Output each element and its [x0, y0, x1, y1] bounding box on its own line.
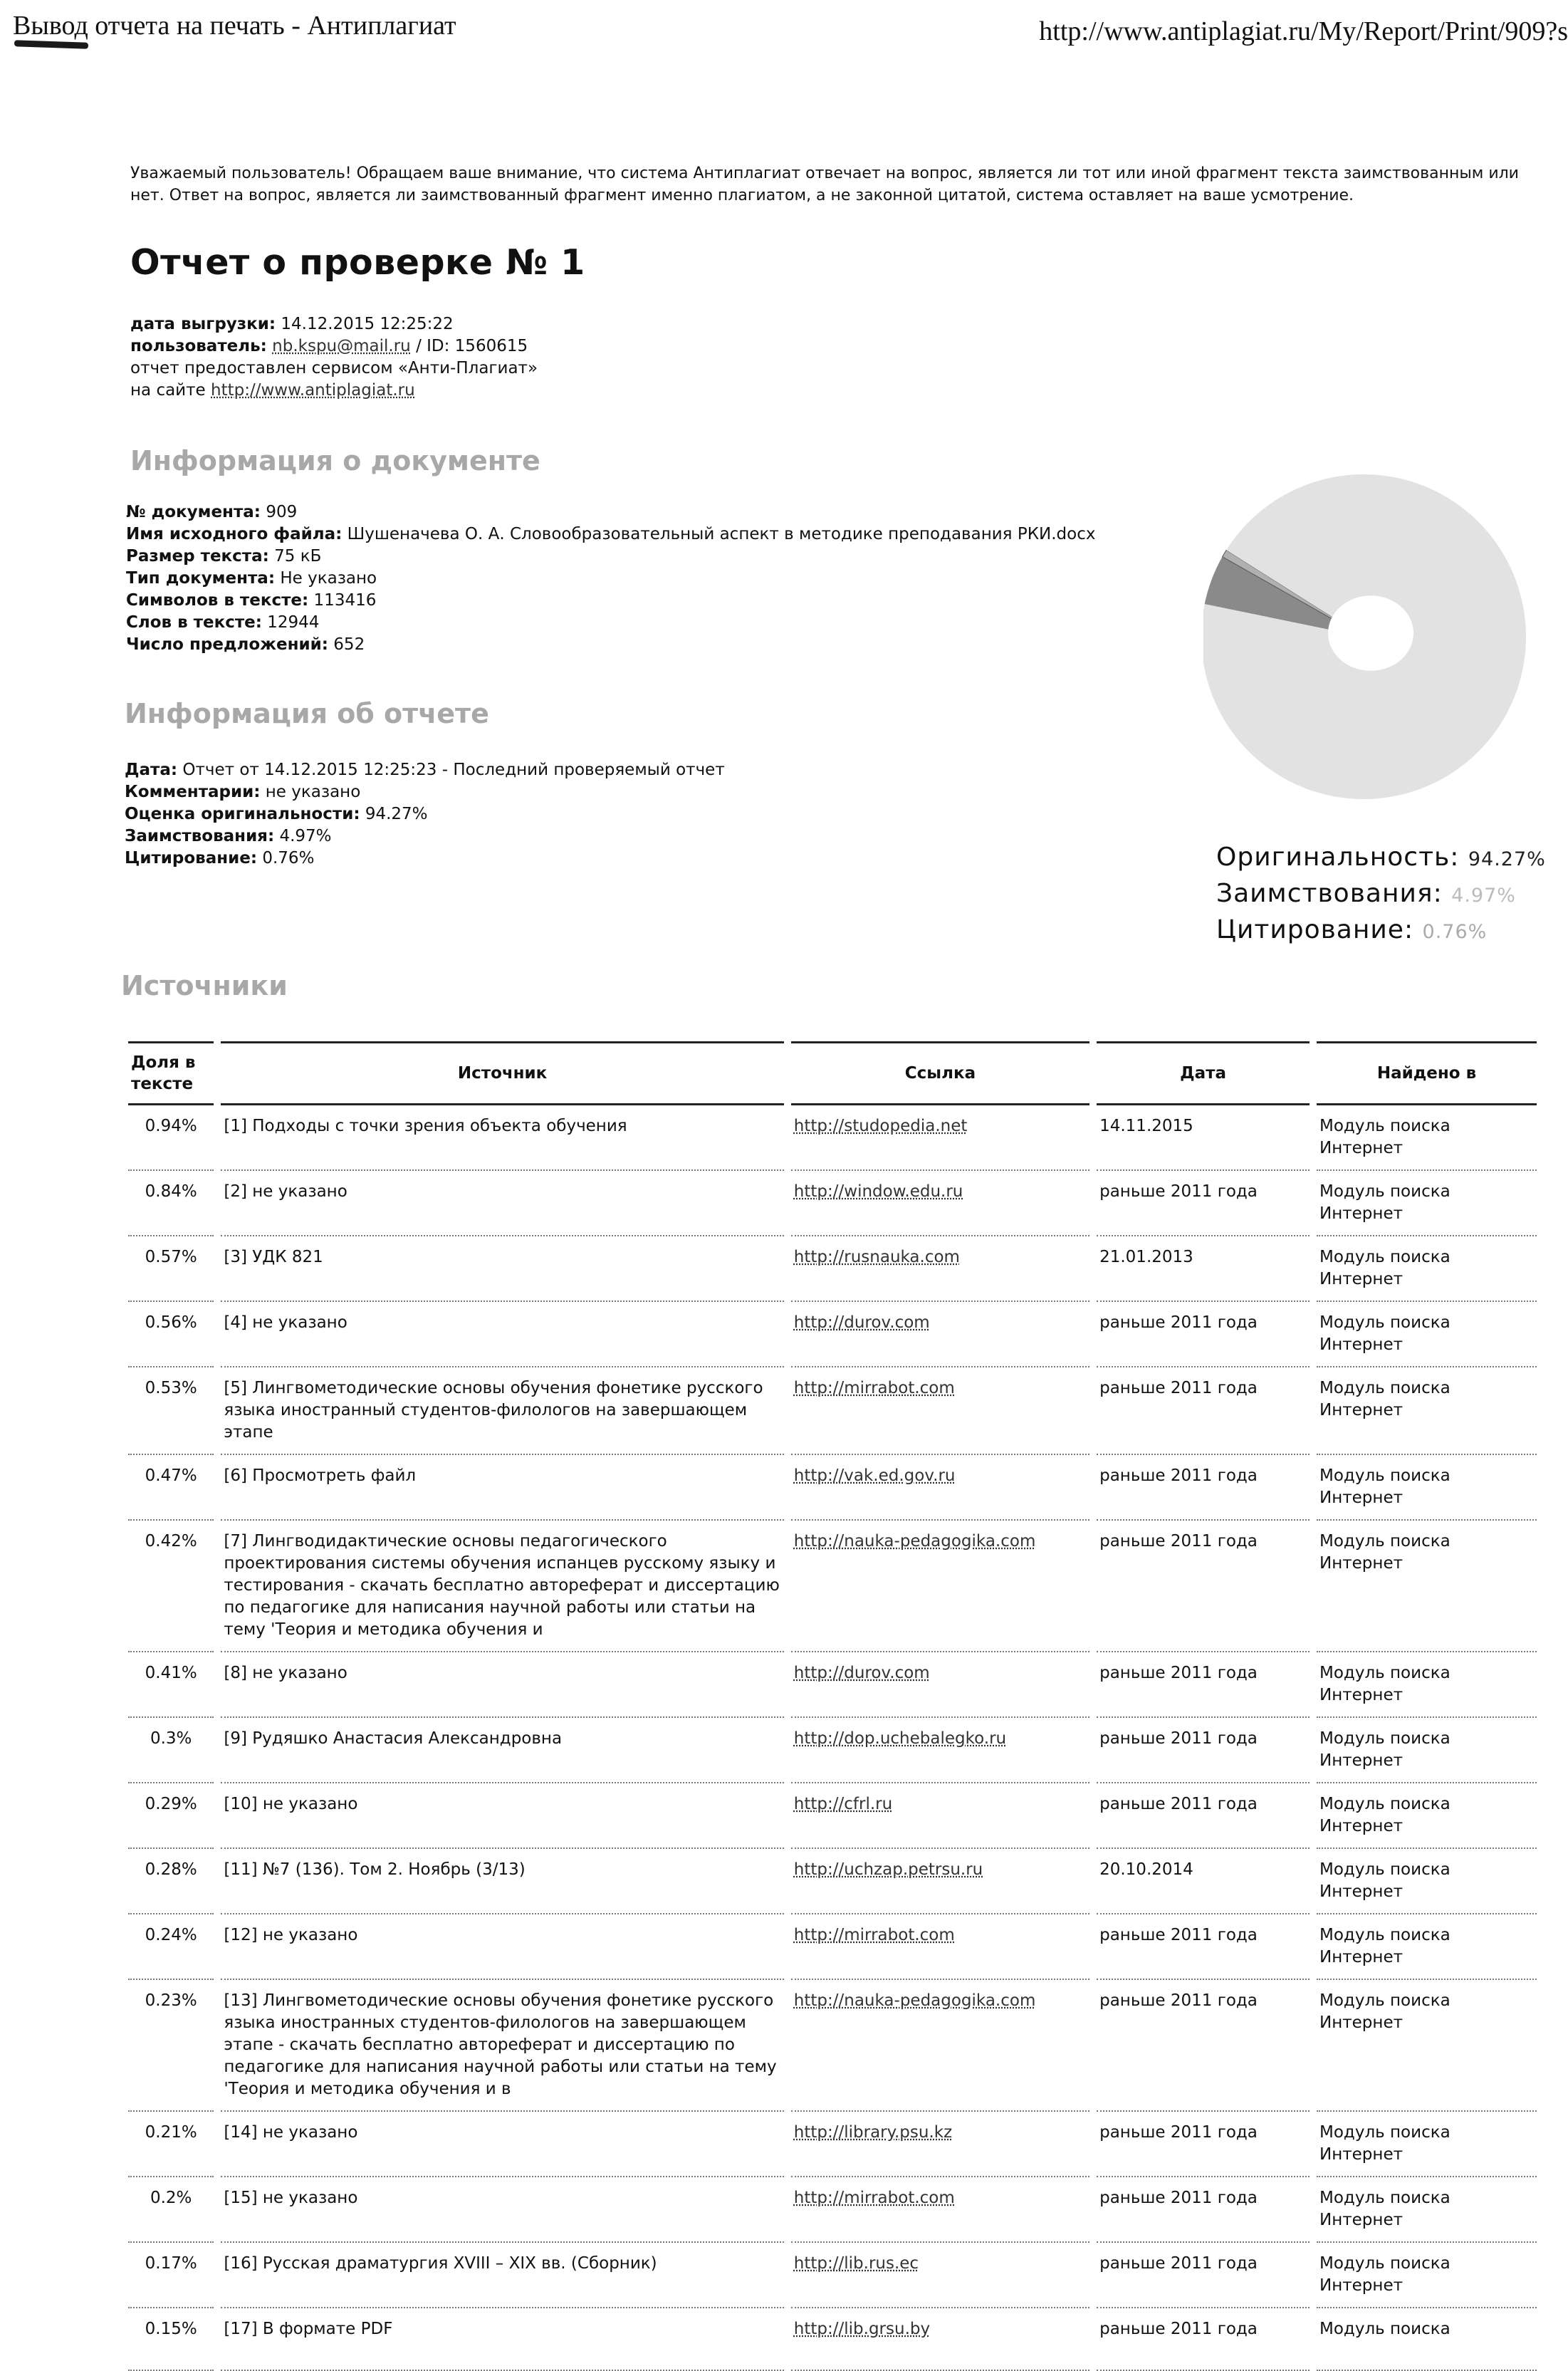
source-link[interactable]: http://studopedia.net [793, 1117, 968, 1135]
source-row [128, 1652, 1537, 1718]
source-row [128, 1455, 1537, 1521]
report-info-list [125, 759, 725, 870]
source-found-in-cell [1317, 1367, 1537, 1455]
user-row [130, 335, 538, 358]
source-share-cell [128, 1980, 214, 2112]
source-found-in: Модуль поиска Интернет [1319, 1729, 1451, 1770]
source-row [128, 1914, 1537, 1980]
source-link-cell [791, 1171, 1089, 1236]
source-title: [2] не указано [224, 1182, 347, 1201]
source-date: раньше 2011 года [1099, 1313, 1258, 1332]
source-link[interactable]: http://dop.uchebalegko.ru [793, 1729, 1007, 1748]
source-title: [15] не указано [224, 2189, 358, 2207]
document-info-row [126, 634, 1095, 656]
col-header-share: Доля в тексте [128, 1041, 214, 1105]
source-share-cell [128, 1521, 214, 1652]
source-share-cell [128, 1302, 214, 1367]
document-info-label: Имя исходного файла: [126, 525, 343, 543]
print-page-title: Вывод отчета на печать - Антиплагиат [13, 11, 456, 41]
source-found-in: Модуль поиска Интернет [1319, 1795, 1451, 1835]
source-link[interactable]: http://mirrabot.com [793, 1379, 955, 1397]
col-header-link: Ссылка [791, 1041, 1089, 1105]
source-link[interactable]: http://durov.com [793, 1313, 930, 1332]
source-share: 0.3% [150, 1729, 192, 1748]
source-share: 0.2% [150, 2189, 192, 2207]
document-info-list [126, 501, 1095, 656]
source-share: 0.94% [145, 1117, 197, 1135]
report-info-value: 4.97% [279, 827, 332, 845]
report-info-row [125, 759, 725, 781]
report-info-label: Заимствования: [125, 827, 275, 845]
col-header-date: Дата [1097, 1041, 1310, 1105]
source-title-cell [221, 2112, 783, 2177]
source-share: 0.57% [145, 1248, 197, 1266]
source-title-cell [221, 2177, 783, 2243]
source-row [128, 1302, 1537, 1367]
source-date-cell [1097, 2177, 1310, 2243]
source-date-cell [1097, 1980, 1310, 2112]
source-found-in: Модуль поиска [1319, 2320, 1451, 2338]
legend-item [1216, 840, 1546, 877]
source-found-in-cell [1317, 1171, 1537, 1236]
source-date-cell [1097, 2243, 1310, 2308]
source-link[interactable]: http://vak.ed.gov.ru [793, 1466, 956, 1485]
source-found-in: Модуль поиска Интернет [1319, 1466, 1451, 1507]
report-info-row [125, 781, 725, 803]
source-date: раньше 2011 года [1099, 1466, 1258, 1485]
print-page-url: http://www.antiplagiat.ru/My/Report/Print/909?s [1039, 16, 1568, 46]
source-date-cell [1097, 2112, 1310, 2177]
source-share-cell [128, 1783, 214, 1849]
source-date: 21.01.2013 [1099, 1248, 1193, 1266]
source-date: раньше 2011 года [1099, 2254, 1258, 2273]
document-info-value: Не указано [280, 569, 377, 588]
source-share: 0.28% [145, 1860, 197, 1879]
report-info-value: не указано [265, 783, 361, 801]
source-date: раньше 2011 года [1099, 1926, 1258, 1944]
source-title-cell [221, 1455, 783, 1521]
source-date: раньше 2011 года [1099, 2189, 1258, 2207]
source-title-cell [221, 1171, 783, 1236]
source-title: [4] не указано [224, 1313, 347, 1332]
legend-value: 4.97% [1451, 885, 1516, 907]
source-row [128, 1236, 1537, 1302]
originality-donut-chart [1203, 452, 1538, 808]
legend-label: Оригинальность: [1216, 843, 1460, 872]
source-share: 0.41% [145, 1664, 197, 1682]
source-link-cell [791, 1652, 1089, 1718]
source-link-cell [791, 1849, 1089, 1914]
source-share-cell [128, 2243, 214, 2308]
source-link[interactable]: http://nauka-pedagogika.com [793, 1991, 1036, 2010]
document-info-value: 909 [266, 503, 298, 521]
source-found-in: Модуль поиска Интернет [1319, 2189, 1451, 2229]
source-found-in: Модуль поиска Интернет [1319, 1664, 1451, 1704]
source-title-cell [221, 1367, 783, 1455]
source-found-in-cell [1317, 1652, 1537, 1718]
document-info-value: Шушеначева О. А. Словообразовательный аспект в методике преподавания РКИ.docx [347, 525, 1096, 543]
notice-text: Уважаемый пользователь! Обращаем ваше внимание, что система Антиплагиат отвечает на вопрос, является ли тот или иной фрагмент текста заимствованным или нет. Ответ на вопрос, является ли заимствованный фрагмент именно плагиатом, а не законной цитатой, система оставляет на ваше усмотрение. [130, 165, 1519, 204]
source-title-cell [221, 1783, 783, 1849]
source-date: 20.10.2014 [1099, 1860, 1193, 1879]
source-found-in: Модуль поиска Интернет [1319, 1182, 1451, 1223]
source-date-cell [1097, 1171, 1310, 1236]
provided-by: отчет предоставлен сервисом «Анти-Плагиат» [130, 359, 538, 377]
site-link[interactable]: http://www.antiplagiat.ru [211, 381, 415, 400]
source-title-cell [221, 1105, 783, 1171]
source-row [128, 1105, 1537, 1171]
source-share: 0.53% [145, 1379, 197, 1397]
document-info-row [126, 501, 1095, 523]
source-link[interactable]: http://mirrabot.com [793, 2189, 955, 2207]
document-info-value: 652 [333, 635, 365, 654]
source-title-cell [221, 1302, 783, 1367]
document-info-label: Число предложений: [126, 635, 328, 654]
source-row [128, 2243, 1537, 2308]
source-link-cell [791, 1236, 1089, 1302]
source-row [128, 1849, 1537, 1914]
source-date-cell [1097, 1367, 1310, 1455]
report-info-label: Дата: [125, 761, 178, 779]
legend-label: Цитирование: [1216, 915, 1414, 944]
source-row [128, 1783, 1537, 1849]
source-date-cell [1097, 1914, 1310, 1980]
sources-heading: Источники [121, 970, 288, 1001]
source-row [128, 1718, 1537, 1783]
document-info-value: 12944 [267, 613, 320, 632]
legend-value: 94.27% [1468, 848, 1546, 870]
source-title-cell [221, 1521, 783, 1652]
source-title-cell [221, 2243, 783, 2308]
source-share: 0.47% [145, 1466, 197, 1485]
document-info-label: № документа: [126, 503, 261, 521]
source-title: [13] Лингвометодические основы обучения фонетике русского языка иностранных студентов-филологов на завершающем этапе - скачать бесплатно автореферат и диссертацию по педагогике для написания научной работы или статьи на тему 'Теория и методика обучения и в [224, 1991, 777, 2098]
source-share-cell [128, 1367, 214, 1455]
source-found-in-cell [1317, 1914, 1537, 1980]
document-info-row [126, 546, 1095, 568]
source-row [128, 1171, 1537, 1236]
source-link-cell [791, 2243, 1089, 2308]
document-info-label: Слов в тексте: [126, 613, 262, 632]
source-share: 0.42% [145, 1532, 197, 1551]
source-date: раньше 2011 года [1099, 1664, 1258, 1682]
report-meta [130, 313, 538, 402]
source-share-cell [128, 1171, 214, 1236]
source-title-cell [221, 1980, 783, 2112]
document-info-row [126, 523, 1095, 546]
source-link[interactable]: http://durov.com [793, 1664, 930, 1682]
source-date-cell [1097, 2308, 1310, 2371]
source-title: [10] не указано [224, 1795, 358, 1813]
print-header [13, 10, 1568, 53]
source-date-cell [1097, 1302, 1310, 1367]
source-date: 14.11.2015 [1099, 1117, 1193, 1135]
source-date-cell [1097, 1849, 1310, 1914]
source-date-cell [1097, 1455, 1310, 1521]
source-found-in-cell [1317, 1302, 1537, 1367]
source-row [128, 2308, 1537, 2371]
source-date: раньше 2011 года [1099, 1991, 1258, 2010]
source-share: 0.23% [145, 1991, 197, 2010]
source-share-cell [128, 2308, 214, 2371]
chart-legend [1216, 840, 1546, 949]
source-share-cell [128, 2112, 214, 2177]
report-title: Отчет о проверке № 1 [130, 242, 585, 283]
source-link-cell [791, 1783, 1089, 1849]
legend-value: 0.76% [1422, 921, 1488, 943]
report-info-label: Оценка оригинальности: [125, 805, 360, 823]
source-share: 0.84% [145, 1182, 197, 1201]
source-found-in: Модуль поиска Интернет [1319, 1860, 1451, 1901]
report-info-row [125, 848, 725, 870]
report-info-heading: Информация об отчете [125, 698, 489, 729]
pen-underline-mark [14, 40, 88, 49]
document-info-label: Символов в тексте: [126, 591, 309, 610]
source-date: раньше 2011 года [1099, 2123, 1258, 2142]
document-info-label: Тип документа: [126, 569, 276, 588]
export-date-row [130, 313, 538, 335]
source-link-cell [791, 1105, 1089, 1171]
export-date-value: 14.12.2015 12:25:22 [281, 315, 454, 333]
source-date: раньше 2011 года [1099, 1379, 1258, 1397]
source-found-in-cell [1317, 1718, 1537, 1783]
source-date: раньше 2011 года [1099, 1182, 1258, 1201]
document-info-row [126, 612, 1095, 634]
source-date-cell [1097, 1783, 1310, 1849]
document-info-row [126, 590, 1095, 612]
source-row [128, 1521, 1537, 1652]
source-link[interactable]: http://window.edu.ru [793, 1182, 963, 1201]
source-date-cell [1097, 1236, 1310, 1302]
source-found-in-cell [1317, 2243, 1537, 2308]
source-title: [7] Лингводидактические основы педагогического проектирования системы обучения испанцев русскому языку и тестирования - скачать бесплатно автореферат и диссертацию по педагогике для написания научной работы или статьи на тему 'Теория и методика обучения и [224, 1532, 780, 1639]
source-link[interactable]: http://uchzap.petrsu.ru [793, 1860, 983, 1879]
legend-item [1216, 913, 1546, 949]
col-header-found-in: Найдено в [1317, 1041, 1537, 1105]
source-share: 0.56% [145, 1313, 197, 1332]
user-email-link[interactable]: nb.kspu@mail.ru [272, 337, 411, 355]
source-date-cell [1097, 1652, 1310, 1718]
source-share-cell [128, 1914, 214, 1980]
document-info-heading: Информация о документе [130, 445, 540, 476]
source-title-cell [221, 1718, 783, 1783]
source-found-in: Модуль поиска Интернет [1319, 2254, 1451, 2295]
source-found-in: Модуль поиска Интернет [1319, 2123, 1451, 2164]
source-row [128, 1980, 1537, 2112]
source-link[interactable]: http://lib.grsu.by [793, 2320, 931, 2338]
source-share: 0.21% [145, 2123, 197, 2142]
source-found-in-cell [1317, 1105, 1537, 1171]
report-info-value: 94.27% [365, 805, 428, 823]
source-link[interactable]: http://mirrabot.com [793, 1926, 955, 1944]
source-link-cell [791, 1367, 1089, 1455]
source-link[interactable]: http://rusnauka.com [793, 1248, 960, 1266]
report-info-value: Отчет от 14.12.2015 12:25:23 - Последний проверяемый отчет [182, 761, 725, 779]
source-link-cell [791, 1980, 1089, 2112]
source-link-cell [791, 2308, 1089, 2371]
source-link-cell [791, 1521, 1089, 1652]
source-share: 0.17% [145, 2254, 197, 2273]
source-found-in-cell [1317, 1783, 1537, 1849]
source-date-cell [1097, 1521, 1310, 1652]
source-found-in-cell [1317, 1980, 1537, 2112]
source-found-in: Модуль поиска Интернет [1319, 1379, 1451, 1419]
source-link-cell [791, 2177, 1089, 2243]
source-share-cell [128, 1652, 214, 1718]
report-info-label: Цитирование: [125, 849, 258, 867]
report-info-label: Комментарии: [125, 783, 261, 801]
source-title: [12] не указано [224, 1926, 358, 1944]
source-title: [6] Просмотреть файл [224, 1466, 417, 1485]
source-title-cell [221, 1914, 783, 1980]
site-prefix: на сайте [130, 381, 206, 400]
source-found-in: Модуль поиска Интернет [1319, 1117, 1451, 1157]
source-link[interactable]: http://library.psu.kz [793, 2123, 953, 2142]
report-info-row [125, 803, 725, 825]
source-link[interactable]: http://nauka-pedagogika.com [793, 1532, 1036, 1551]
source-date-cell [1097, 1718, 1310, 1783]
source-share-cell [128, 2177, 214, 2243]
source-title-cell [221, 1849, 783, 1914]
source-title: [8] не указано [224, 1664, 347, 1682]
source-found-in-cell [1317, 1521, 1537, 1652]
source-row [128, 2112, 1537, 2177]
source-share-cell [128, 1236, 214, 1302]
source-date: раньше 2011 года [1099, 1795, 1258, 1813]
source-link-cell [791, 1302, 1089, 1367]
source-link-cell [791, 1914, 1089, 1980]
source-date: раньше 2011 года [1099, 1729, 1258, 1748]
source-title: [17] В формате PDF [224, 2320, 393, 2338]
source-found-in-cell [1317, 1236, 1537, 1302]
source-row [128, 2177, 1537, 2243]
source-title: [3] УДК 821 [224, 1248, 323, 1266]
source-found-in-cell [1317, 2112, 1537, 2177]
source-found-in: Модуль поиска Интернет [1319, 1313, 1451, 1354]
source-date: раньше 2011 года [1099, 1532, 1258, 1551]
source-link-cell [791, 2112, 1089, 2177]
document-info-value: 75 кБ [274, 547, 322, 566]
user-id: / ID: 1560615 [416, 337, 528, 355]
source-found-in: Модуль поиска Интернет [1319, 1991, 1451, 2032]
col-header-source: Источник [221, 1041, 783, 1105]
sources-table [121, 1041, 1544, 2371]
source-date-cell [1097, 1105, 1310, 1171]
source-share-cell [128, 1849, 214, 1914]
sources-header-row [128, 1041, 1537, 1105]
source-share-cell [128, 1455, 214, 1521]
source-found-in: Модуль поиска Интернет [1319, 1248, 1451, 1288]
document-info-value: 113416 [313, 591, 377, 610]
donut-hole [1328, 595, 1413, 671]
report-info-row [125, 825, 725, 848]
source-title: [1] Подходы с точки зрения объекта обучения [224, 1117, 627, 1135]
source-share-cell [128, 1718, 214, 1783]
document-info-label: Размер текста: [126, 547, 269, 566]
source-row [128, 1367, 1537, 1455]
source-share: 0.24% [145, 1926, 197, 1944]
site-row [130, 380, 538, 402]
source-link-cell [791, 1455, 1089, 1521]
source-share-cell [128, 1105, 214, 1171]
source-title: [16] Русская драматургия XVIII – XIX вв. (Сборник) [224, 2254, 657, 2273]
export-date-label: дата выгрузки: [130, 315, 276, 333]
source-link[interactable]: http://cfrl.ru [793, 1795, 893, 1813]
source-share: 0.29% [145, 1795, 197, 1813]
legend-label: Заимствования: [1216, 879, 1443, 908]
user-label: пользователь: [130, 337, 267, 355]
source-share: 0.15% [145, 2320, 197, 2338]
legend-item [1216, 877, 1546, 913]
source-title: [9] Рудяшко Анастасия Александровна [224, 1729, 563, 1748]
source-title-cell [221, 1652, 783, 1718]
document-info-row [126, 568, 1095, 590]
source-title: [5] Лингвометодические основы обучения фонетике русского языка иностранный студентов-филологов на завершающем этапе [224, 1379, 763, 1442]
source-link[interactable]: http://lib.rus.ec [793, 2254, 919, 2273]
source-date: раньше 2011 года [1099, 2320, 1258, 2338]
source-found-in: Модуль поиска Интернет [1319, 1926, 1451, 1966]
source-link-cell [791, 1718, 1089, 1783]
source-title: [14] не указано [224, 2123, 358, 2142]
source-found-in-cell [1317, 2308, 1537, 2371]
report-info-value: 0.76% [262, 849, 315, 867]
source-found-in-cell [1317, 1455, 1537, 1521]
source-title-cell [221, 2308, 783, 2371]
source-title-cell [221, 1236, 783, 1302]
source-found-in-cell [1317, 1849, 1537, 1914]
source-found-in-cell [1317, 2177, 1537, 2243]
source-title: [11] №7 (136). Том 2. Ноябрь (3/13) [224, 1860, 526, 1879]
source-found-in: Модуль поиска Интернет [1319, 1532, 1451, 1573]
